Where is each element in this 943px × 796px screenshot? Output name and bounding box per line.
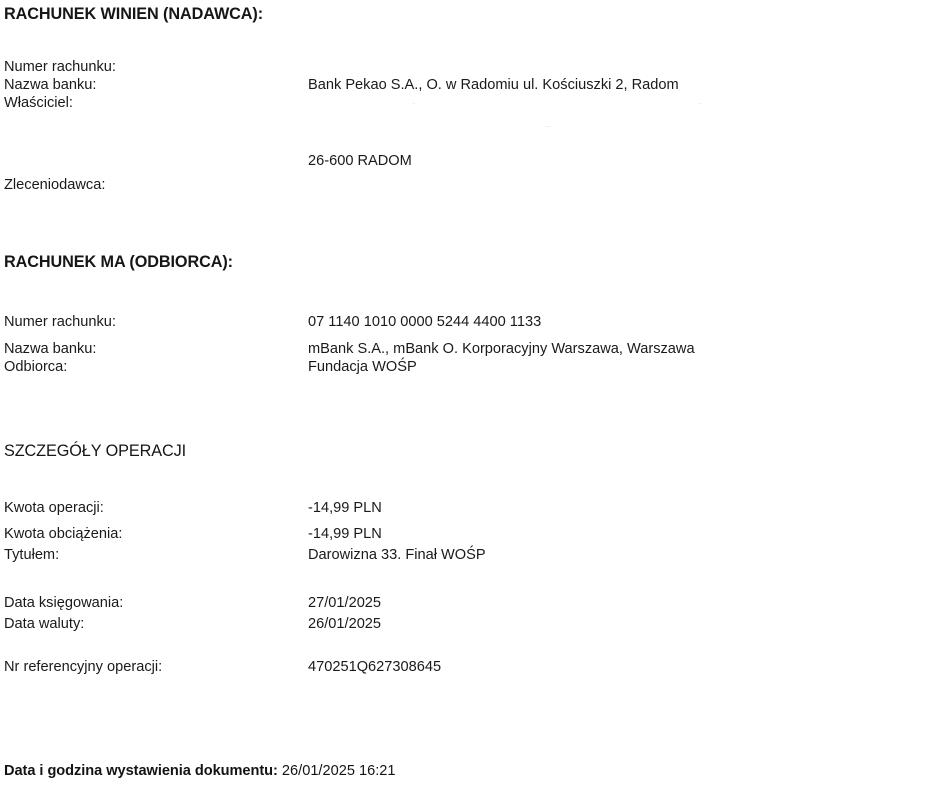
- field-label-transfer-title: Tytułem:: [4, 547, 60, 563]
- scan-artifact: [545, 126, 551, 127]
- field-value-debit-bank-name: Bank Pekao S.A., O. w Radomiu ul. Kościuszki 2, Radom: [308, 77, 679, 93]
- field-label-booking-date: Data księgowania:: [4, 595, 124, 611]
- field-value-transfer-title: Darowizna 33. Finał WOŚP: [308, 547, 486, 563]
- field-row: [0, 546, 943, 564]
- field-value-value-date: 26/01/2025: [308, 616, 382, 632]
- section-heading-debit-account: RACHUNEK WINIEN (NADAWCA):: [4, 4, 264, 23]
- field-value-operation-amount: -14,99 PLN: [308, 500, 382, 516]
- field-row: [0, 94, 943, 112]
- field-value-credit-account-number: 07 1140 1010 0000 5244 4400 1133: [308, 314, 542, 330]
- field-label-value-date: Data waluty:: [4, 616, 85, 632]
- document-issue-timestamp: [4, 762, 396, 780]
- field-row: [0, 58, 943, 76]
- field-label-operation-amount: Kwota operacji:: [4, 500, 104, 516]
- field-row-spacer: [0, 637, 943, 655]
- field-row-spacer: [0, 116, 943, 134]
- field-label-debit-amount: Kwota obciążenia:: [4, 526, 123, 542]
- field-row: [0, 658, 943, 676]
- field-row: [0, 358, 943, 376]
- field-row: [0, 76, 943, 94]
- field-label-credit-recipient: Odbiorca:: [4, 359, 68, 375]
- scan-artifact: [698, 103, 701, 104]
- field-row-spacer: [0, 568, 943, 586]
- field-value-booking-date: 27/01/2025: [308, 595, 382, 611]
- field-row: [0, 176, 943, 194]
- field-row: [0, 525, 943, 543]
- field-value-debit-owner-city: 26-600 RADOM: [308, 153, 412, 169]
- field-label-credit-bank-name: Nazwa banku:: [4, 341, 97, 357]
- section-heading-credit-account: RACHUNEK MA (ODBIORCA):: [4, 252, 233, 271]
- field-value-debit-amount: -14,99 PLN: [308, 526, 382, 542]
- field-row: [0, 340, 943, 358]
- field-row: [0, 499, 943, 517]
- field-label-debit-bank-name: Nazwa banku:: [4, 77, 97, 93]
- field-row: [0, 594, 943, 612]
- section-heading-operation-details: SZCZEGÓŁY OPERACJI: [4, 441, 187, 460]
- field-label-reference-number: Nr referencyjny operacji:: [4, 659, 163, 675]
- field-value-credit-bank-name: mBank S.A., mBank O. Korporacyjny Warszawa, Warszawa: [308, 341, 695, 357]
- field-row: [0, 313, 943, 331]
- field-value-reference-number: 470251Q627308645: [308, 659, 442, 675]
- field-value-credit-recipient: Fundacja WOŚP: [308, 359, 417, 375]
- field-label-debit-owner: Właściciel:: [4, 95, 73, 111]
- field-label-debit-account-number: Numer rachunku:: [4, 59, 116, 75]
- field-row: [0, 152, 943, 170]
- issue-timestamp-label: Data i godzina wystawienia dokumentu:: [4, 763, 278, 779]
- field-label-credit-account-number: Numer rachunku:: [4, 314, 116, 330]
- issue-timestamp-value: 26/01/2025 16:21: [277, 763, 396, 779]
- field-row: [0, 615, 943, 633]
- scan-artifact: [412, 103, 415, 104]
- field-label-debit-orderer: Zleceniodawca:: [4, 177, 106, 193]
